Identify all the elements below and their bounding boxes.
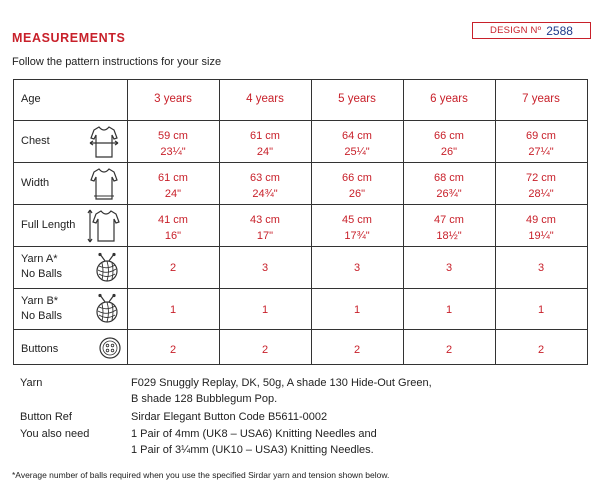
yarn-b-count: 1 [169, 304, 177, 316]
button-ref-value: Sirdar Elegant Button Code B5611-0002 [131, 411, 328, 423]
design-number: 2588 [546, 23, 573, 38]
buttons-count: 2 [537, 344, 545, 356]
buttons-count: 2 [169, 344, 177, 356]
yarn-a-count: 3 [353, 262, 361, 274]
design-number-box [472, 22, 591, 39]
buttons-count: 2 [353, 344, 361, 356]
buttons-count: 2 [261, 344, 269, 356]
button-icon [98, 336, 122, 360]
measurements-table [13, 79, 588, 365]
length-cell: 43 cm 17" [250, 214, 280, 242]
size-header: 5 years [338, 93, 376, 105]
size-header: 7 years [522, 93, 560, 105]
also-need-label: You also need [20, 428, 90, 440]
age-label: Age [21, 93, 41, 105]
buttons-label: Buttons [21, 343, 59, 355]
chest-cell: 59 cm 23¼" [158, 130, 188, 158]
yarn-a-count: 3 [261, 262, 269, 274]
yarn-b-count: 1 [353, 304, 361, 316]
width-diagram-icon [88, 166, 120, 202]
yarn-b-count: 1 [261, 304, 269, 316]
button-ref-label: Button Ref [20, 411, 72, 423]
chest-cell: 64 cm 25¼" [342, 130, 372, 158]
yarn-a-label: Yarn A* No Balls [21, 253, 62, 280]
size-header: 3 years [154, 93, 192, 105]
yarn-b-count: 1 [445, 304, 453, 316]
yarn-a-count: 3 [445, 262, 453, 274]
chest-cell: 61 cm 24" [250, 130, 280, 158]
width-cell: 72 cm 28¼" [526, 172, 556, 200]
yarn-description: F029 Snuggly Replay, DK, 50g, A shade 130 Hide-Out Green, B shade 128 Bubblegum Pop. [131, 377, 432, 405]
footnote: *Average number of balls required when you use the specified Sirdar yarn and tension shown below. [12, 470, 390, 480]
page-subtitle: Follow the pattern instructions for your size [12, 56, 222, 68]
size-header: 4 years [246, 93, 284, 105]
chest-diagram-icon [88, 124, 120, 160]
full-length-label: Full Length [21, 219, 76, 231]
length-cell: 45 cm 17¾" [342, 214, 372, 242]
also-need-value: 1 Pair of 4mm (UK8 – USA6) Knitting Needles and 1 Pair of 3¼mm (UK10 – USA3) Knitting Needles. [131, 428, 377, 456]
length-cell: 47 cm 18½" [434, 214, 464, 242]
chest-cell: 69 cm 27¼" [526, 130, 556, 158]
width-cell: 68 cm 26¾" [434, 172, 464, 200]
chest-label: Chest [21, 135, 50, 147]
yarn-a-count: 2 [169, 262, 177, 274]
yarn-label: Yarn [20, 377, 43, 389]
length-cell: 49 cm 19¼" [526, 214, 556, 242]
length-diagram-icon [86, 207, 122, 245]
yarn-ball-icon [92, 252, 122, 284]
design-label: DESIGN Nº [490, 25, 542, 36]
yarn-ball-icon [92, 293, 122, 325]
chest-cell: 66 cm 26" [434, 130, 464, 158]
yarn-b-count: 1 [537, 304, 545, 316]
size-header: 6 years [430, 93, 468, 105]
length-cell: 41 cm 16" [158, 214, 188, 242]
yarn-b-label: Yarn B* No Balls [21, 295, 62, 322]
width-cell: 63 cm 24¾" [250, 172, 280, 200]
yarn-a-count: 3 [537, 262, 545, 274]
width-cell: 61 cm 24" [158, 172, 188, 200]
buttons-count: 2 [445, 344, 453, 356]
width-cell: 66 cm 26" [342, 172, 372, 200]
width-label: Width [21, 177, 50, 189]
page-title: MEASUREMENTS [12, 31, 126, 45]
